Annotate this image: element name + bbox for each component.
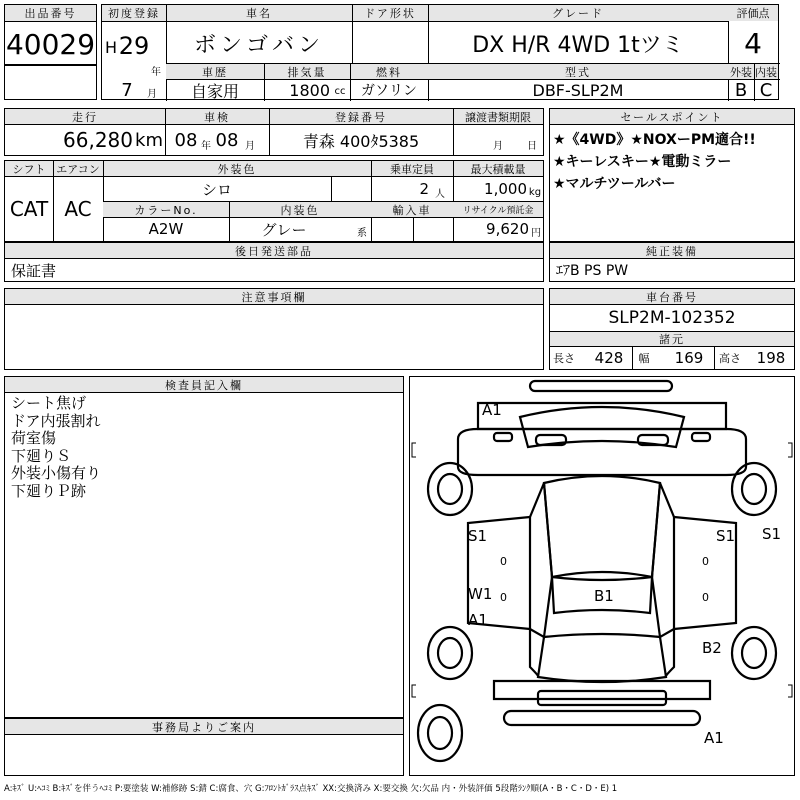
mark-b2: B2 — [702, 639, 722, 657]
plate: 青森 400ﾀ5385 — [302, 131, 420, 151]
history-label: 車歴 — [166, 64, 264, 79]
transfer-day-unit: 日 — [527, 140, 537, 152]
model-code: DBF-SLP2M — [532, 80, 624, 100]
chassis-value: SLP2M-102352 — [608, 308, 736, 328]
dims-label: 諸元 — [550, 332, 794, 346]
inspector-line: 下廻りＳ — [11, 446, 72, 465]
int-color-suffix: 系 — [357, 227, 367, 239]
genuine-equipment-box — [549, 242, 795, 282]
first-reg-label: 初度登録 — [102, 5, 166, 21]
door-value — [352, 23, 428, 63]
genuine-equipment-label: 純正装備 — [550, 243, 794, 258]
height: 198 — [756, 349, 786, 367]
car-name: ボンゴバン — [193, 32, 324, 58]
exterior-grade-label: 外装 — [730, 65, 752, 79]
inspector-box — [4, 376, 404, 718]
year-unit: 年 — [151, 66, 161, 78]
first-reg-month: 7 — [121, 79, 133, 101]
max-load-label: 最大積載量 — [453, 161, 543, 176]
later-parts-value: 保証書 — [11, 261, 57, 280]
plate-label: 登録番号 — [269, 109, 453, 124]
notes-value — [5, 307, 543, 327]
max-load: 1,000 — [484, 180, 527, 198]
chassis-label: 車台番号 — [550, 289, 794, 304]
mark-s1-right: S1 — [716, 527, 736, 545]
shift-label: シフト — [5, 161, 53, 176]
mileage-unit: km — [135, 129, 163, 151]
ac-label: エアコン — [53, 161, 103, 176]
score-label: 評価点 — [728, 5, 778, 21]
legend: A:ｷｽﾞ U:ﾍｺﾐ B:ｷｽﾞを伴うﾍｺﾐ P:要塗装 W:補修跡 S:錆 C:腐食、穴 G:ﾌﾛﾝﾄｶﾞﾗｽ点ｷｽﾞ XX:交換済み X:要交換 欠:欠品 内・外装評価 5段階ﾗﾝｸ順(A・B・C・D・E) 1 — [4, 784, 618, 794]
mark-small-0-mid: 0 — [500, 591, 507, 604]
ext-color-label: 外装色 — [103, 161, 371, 176]
mark-rear-a1: A1 — [704, 729, 724, 747]
ext-color: シロ — [201, 180, 232, 199]
office-label: 事務局よりご案内 — [5, 719, 403, 734]
mark-w1: W1 — [468, 585, 493, 603]
selling-points-label: セールスポイント — [550, 109, 794, 124]
recycle-label: リサイクル預託金 — [453, 202, 543, 217]
interior-grade: C — [759, 79, 773, 101]
first-reg-year: 29 — [118, 32, 150, 60]
notes-label: 注意事項欄 — [5, 289, 543, 304]
mark-s1-far-right: S1 — [762, 525, 782, 543]
inspector-line: 外装小傷有り — [11, 464, 102, 482]
office-box — [4, 718, 404, 776]
length: 428 — [594, 349, 624, 367]
car-name-label: 車名 — [166, 5, 352, 21]
inspection-month: 08 — [215, 129, 239, 151]
later-parts-box — [4, 242, 544, 282]
genuine-equipment-value: ｴｱB PS PW — [556, 263, 629, 279]
recycle-unit: 円 — [531, 227, 541, 239]
recycle: 9,620 — [486, 220, 529, 238]
displacement: 1800 — [289, 80, 330, 100]
inspection-year: 08 — [174, 129, 198, 151]
capacity-label: 乗車定員 — [371, 161, 453, 176]
exterior-grade: B — [734, 79, 748, 101]
capacity: 2 — [419, 180, 429, 198]
later-parts-label: 後日発送部品 — [5, 243, 543, 258]
inspection-month-unit: 月 — [245, 140, 255, 152]
chassis-box — [549, 288, 795, 370]
color-no: A2W — [148, 220, 184, 238]
mileage-label: 走行 — [5, 109, 165, 124]
door-label: ドア形状 — [352, 5, 428, 21]
mileage: 66,280 — [63, 128, 133, 152]
mark-a1-left: A1 — [468, 611, 488, 629]
lot-number-box — [4, 4, 97, 100]
mark-s1-left: S1 — [468, 527, 488, 545]
selling-point-2: ★キーレスキー★電動ミラー — [553, 154, 732, 170]
inspection-year-unit: 年 — [201, 140, 211, 152]
grade: DX H/R 4WD 1tツミ — [472, 32, 684, 58]
inspector-line: 荷室傷 — [11, 429, 57, 447]
mark-small-0-right2: 0 — [702, 591, 709, 604]
office-value — [5, 737, 403, 757]
length-label: 長さ — [553, 352, 575, 365]
width-label: 幅 — [638, 352, 650, 365]
fuel: ガソリン — [361, 83, 417, 99]
mark-b1: B1 — [594, 587, 614, 605]
inspector-label: 検査員記入欄 — [5, 377, 403, 392]
interior-grade-label: 内装 — [755, 65, 777, 79]
damage-diagram-box — [409, 376, 795, 776]
width: 169 — [674, 349, 704, 367]
inspector-line: ドア内張割れ — [11, 411, 101, 430]
era: H — [104, 37, 118, 57]
displacement-label: 排気量 — [264, 64, 350, 79]
month-unit: 月 — [147, 88, 157, 100]
max-load-unit: kg — [528, 186, 542, 198]
mark-small-0-left: 0 — [500, 555, 507, 568]
shift: CAT — [9, 197, 49, 221]
mileage-row-box — [4, 108, 544, 156]
selling-points-box — [549, 108, 795, 242]
mark-front-a1: A1 — [482, 401, 502, 419]
vehicle-header-box — [101, 4, 779, 100]
spec-row-box — [4, 160, 544, 242]
color-no-label: カラーNo. — [103, 202, 229, 217]
inspector-line: シート焦げ — [11, 394, 87, 412]
int-color: グレー — [261, 220, 307, 239]
height-label: 高さ — [719, 352, 741, 365]
lot-number: 40029 — [5, 27, 96, 61]
int-color-label: 内装色 — [229, 202, 371, 217]
selling-point-3: ★マルチツールバー — [553, 176, 676, 192]
fuel-label: 燃料 — [350, 64, 428, 79]
transfer-label: 譲渡書類期限 — [453, 109, 543, 124]
inspector-line: 下廻りＰ跡 — [11, 481, 87, 500]
mark-small-0-right: 0 — [702, 555, 709, 568]
grade-label: グレード — [428, 5, 728, 21]
selling-point-1: ★《4WD》★NOXーPM適合!! — [553, 132, 756, 148]
import-label: 輸入車 — [371, 202, 453, 217]
score: 4 — [744, 26, 762, 60]
capacity-unit: 人 — [435, 188, 445, 200]
lot-number-label: 出品番号 — [5, 5, 96, 21]
vehicle-outline-diagram — [410, 377, 794, 775]
ac: AC — [64, 197, 92, 221]
notes-box — [4, 288, 544, 370]
transfer-month-unit: 月 — [493, 140, 503, 152]
model-code-label: 型式 — [428, 64, 728, 79]
inspection-label: 車検 — [165, 109, 269, 124]
displacement-unit: cc — [334, 85, 346, 97]
history: 自家用 — [190, 81, 239, 101]
